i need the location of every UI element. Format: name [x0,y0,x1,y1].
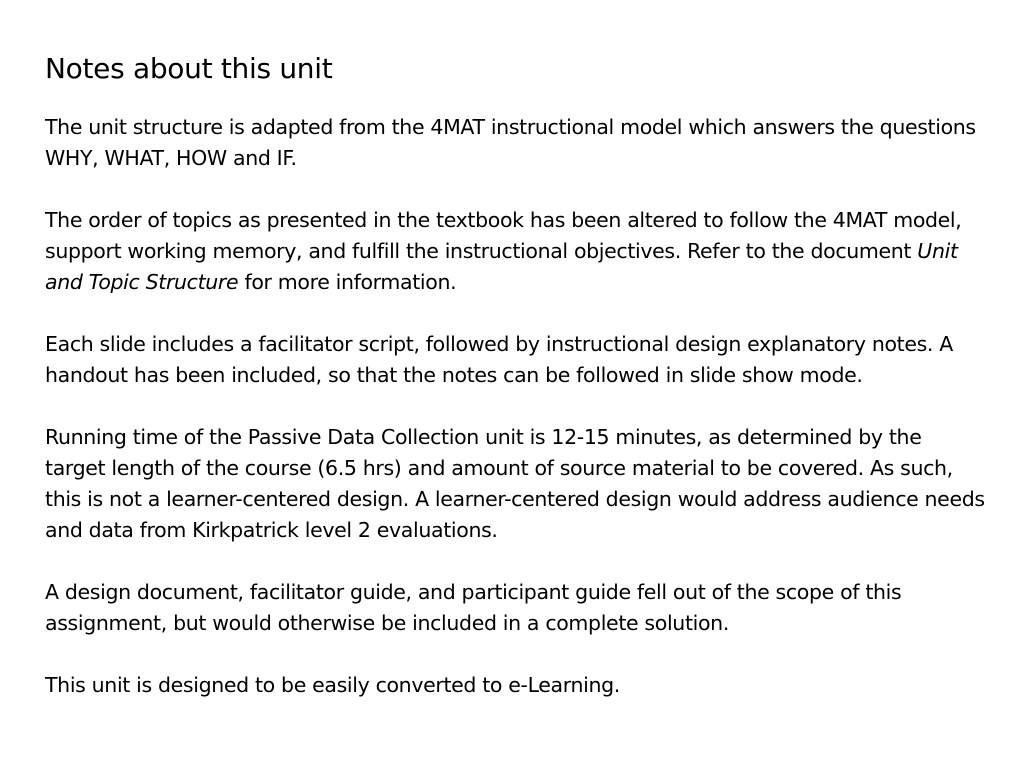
paragraph-e-learning: This unit is designed to be easily converted to e-Learning. [45,673,620,697]
paragraph-topic-order [45,205,985,298]
paragraph-facilitator-script: Each slide includes a facilitator script, followed by instructional design explanatory notes. A handout has been included, so that the notes can be followed in slide show mode. [45,332,953,387]
paragraph-design-document: A design document, facilitator guide, and participant guide fell out of the scope of this assignment, but would otherwise be included in a complete solution. [45,580,902,635]
document-reference: Unit and Topic Structure [45,239,958,294]
paragraph-4mat-model: The unit structure is adapted from the 4MAT instructional model which answers the questions WHY, WHAT, HOW and IF. [45,115,976,170]
paragraph-topic-order-text: The order of topics as presented in the textbook has been altered to follow the 4MAT model, support working memory, and fulfill the instructional objectives. Refer to the document [45,208,962,263]
paragraph-topic-order-tail: for more information. [238,270,457,294]
paragraph-running-time: Running time of the Passive Data Collection unit is 12-15 minutes, as determined by the target length of the course (6.5 hrs) and amount of source material to be covered. As such, this is not a learner-centered design. A learner-centered design would address audience needs and data from Kirkpatrick level 2 evaluations. [45,425,985,542]
slide-title: Notes about this unit [45,52,333,85]
